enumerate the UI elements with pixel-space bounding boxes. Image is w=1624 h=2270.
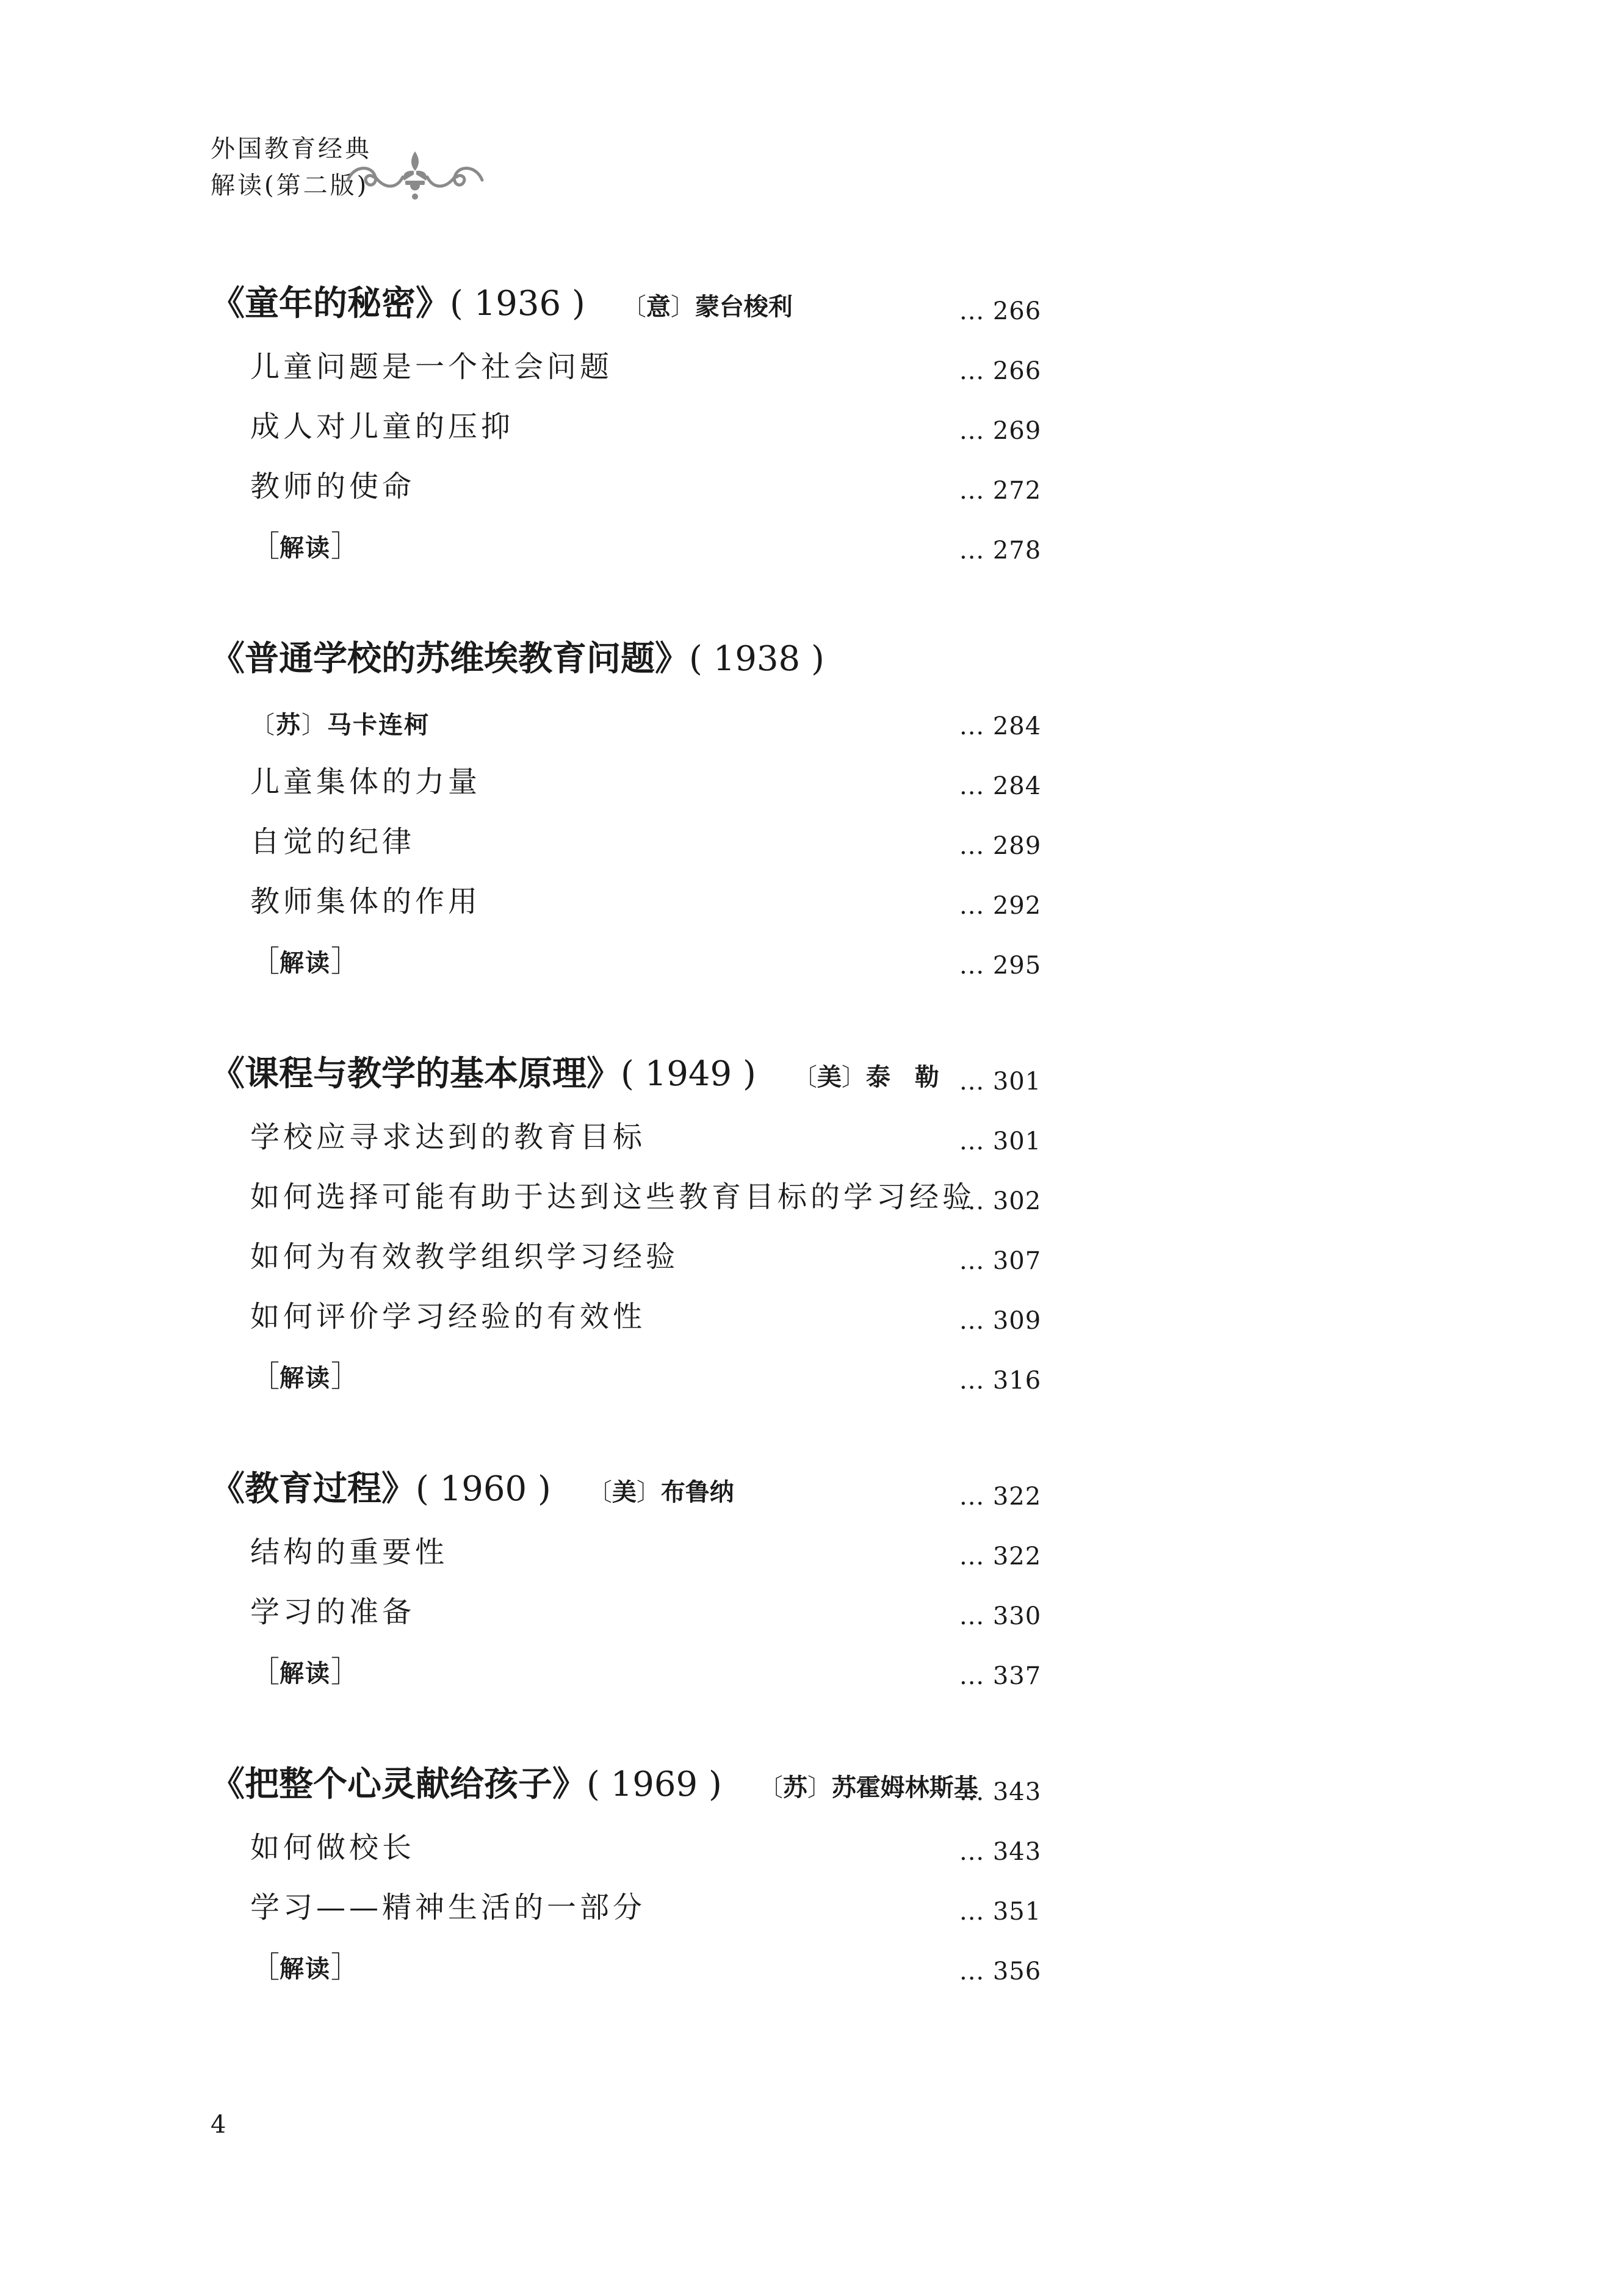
toc-book-line xyxy=(211,1047,939,1096)
toc-section-entry[interactable] xyxy=(211,1583,1042,1644)
author-name: 蒙台梭利 xyxy=(695,292,793,321)
bracket-open: 〔 xyxy=(250,711,276,739)
publication-year: ( 1960 ) xyxy=(416,1469,551,1509)
commentary-label xyxy=(250,938,360,980)
toc-section-entry[interactable] xyxy=(211,872,1042,933)
toc-commentary-entry[interactable] xyxy=(211,1347,1042,1408)
book-title: 《童年的秘密》 xyxy=(211,283,450,324)
book-title: 《普通学校的苏维埃教育问题》 xyxy=(211,638,689,679)
toc-section-entry[interactable] xyxy=(211,457,1042,518)
page-ref: ... 269 xyxy=(959,417,1042,445)
section-title: 成人对儿童的压抑 xyxy=(250,410,514,444)
page-ref: ... 356 xyxy=(959,1957,1042,1986)
page-ref: ... 322 xyxy=(959,1542,1042,1571)
section-title: 如何评价学习经验的有效性 xyxy=(250,1299,646,1334)
bracket-close: 〕 xyxy=(636,1478,661,1506)
toc-section-entry[interactable] xyxy=(211,753,1042,814)
commentary-text: 解读 xyxy=(280,949,331,977)
page-ref: ... 316 xyxy=(959,1367,1042,1395)
commentary-text: 解读 xyxy=(280,1364,331,1392)
toc-book-line xyxy=(211,1462,734,1511)
page-ref: ... 284 xyxy=(959,772,1042,800)
bracket-close: ］ xyxy=(331,1359,361,1393)
page-ref: ... 266 xyxy=(959,297,1042,325)
bracket-open: ［ xyxy=(250,1655,280,1689)
book-title: 《教育过程》 xyxy=(211,1469,416,1509)
book-author xyxy=(793,1063,939,1091)
bracket-close: ］ xyxy=(331,529,361,563)
section-title: 如何为有效教学组织学习经验 xyxy=(250,1240,679,1274)
toc-section-entry[interactable] xyxy=(211,1168,1042,1229)
page-ref: ... 289 xyxy=(959,832,1042,860)
author-name: 布鲁纳 xyxy=(660,1478,734,1506)
publication-year: ( 1969 ) xyxy=(586,1765,722,1804)
book-author xyxy=(588,1478,734,1506)
page-number: 4 xyxy=(211,2111,226,2139)
toc-book-entry[interactable] xyxy=(211,278,1042,339)
commentary-label xyxy=(250,522,360,565)
toc-section-entry[interactable] xyxy=(211,338,1042,399)
author-country: 美 xyxy=(612,1478,637,1506)
page-ref: ... 292 xyxy=(959,892,1042,920)
section-title: 学习——精神生活的一部分 xyxy=(250,1890,646,1925)
book-author xyxy=(622,292,793,321)
toc-commentary-entry[interactable] xyxy=(211,517,1042,578)
toc-book-entry[interactable] xyxy=(211,1759,1042,1820)
section-title: 儿童集体的力量 xyxy=(250,765,482,799)
toc-section-entry[interactable] xyxy=(211,812,1042,873)
page-ref: ... 301 xyxy=(959,1068,1042,1096)
commentary-label xyxy=(250,1648,360,1690)
page-ref: ... 330 xyxy=(959,1602,1042,1630)
page-ref: ... 278 xyxy=(959,537,1042,565)
section-title: 如何做校长 xyxy=(250,1831,416,1865)
page-ref: ... 301 xyxy=(959,1127,1042,1155)
toc-section-entry[interactable] xyxy=(211,1878,1042,1939)
bracket-open: 〔 xyxy=(758,1774,783,1802)
book-title: 《课程与教学的基本原理》 xyxy=(211,1054,621,1094)
section-title: 如何选择可能有助于达到这些教育目标的学习经验 xyxy=(250,1180,976,1214)
publication-year: ( 1938 ) xyxy=(689,639,825,679)
commentary-label xyxy=(250,1353,360,1395)
commentary-text: 解读 xyxy=(280,533,331,562)
author-name: 苏霍姆林斯基 xyxy=(831,1773,978,1802)
section-title: 教师集体的作用 xyxy=(250,884,482,919)
author-country: 意 xyxy=(646,292,671,321)
page-ref: ... 272 xyxy=(959,477,1042,505)
toc-section-entry[interactable] xyxy=(211,1818,1042,1879)
bracket-close: 〕 xyxy=(670,293,695,321)
bracket-close: ］ xyxy=(331,1950,361,1984)
bracket-open: ［ xyxy=(250,1359,280,1393)
bracket-open: 〔 xyxy=(621,293,646,321)
author-name: 马卡连柯 xyxy=(327,710,430,739)
bracket-close: 〕 xyxy=(807,1774,832,1802)
bracket-close: ］ xyxy=(331,944,361,978)
section-title: 教师的使命 xyxy=(250,469,416,504)
toc-book-line xyxy=(211,632,825,681)
page-ref: ... 343 xyxy=(959,1778,1042,1806)
section-title: 自觉的纪律 xyxy=(250,825,416,859)
page-ref: ... 295 xyxy=(959,952,1042,980)
toc-book-entry[interactable] xyxy=(211,1463,1042,1524)
publication-year: ( 1936 ) xyxy=(450,284,585,324)
header-book-title: 外国教育经典 xyxy=(211,135,372,163)
toc-book-entry[interactable] xyxy=(211,1048,1042,1109)
page-ref: ... 284 xyxy=(959,712,1042,740)
author-name: 泰 勒 xyxy=(865,1063,939,1091)
page-ref: ... 337 xyxy=(959,1662,1042,1690)
header-edition: 解读(第二版) xyxy=(211,172,369,200)
toc-commentary-entry[interactable] xyxy=(211,1938,1042,1999)
commentary-label xyxy=(250,1943,360,1986)
toc-section-entry[interactable] xyxy=(211,1227,1042,1289)
page-ref: ... 266 xyxy=(959,357,1042,385)
commentary-text: 解读 xyxy=(280,1659,331,1688)
page-ref: ... 307 xyxy=(959,1247,1042,1275)
decorative-ornament-icon xyxy=(342,146,488,201)
toc-commentary-entry[interactable] xyxy=(211,1643,1042,1704)
bracket-close: 〕 xyxy=(301,711,327,739)
bracket-open: ［ xyxy=(250,944,280,978)
toc-commentary-entry[interactable] xyxy=(211,932,1042,993)
toc-section-entry[interactable] xyxy=(211,1108,1042,1169)
author-country: 苏 xyxy=(276,710,301,739)
toc-section-entry[interactable] xyxy=(211,1523,1042,1584)
page-ref: ... 343 xyxy=(959,1838,1042,1866)
toc-book-line xyxy=(211,277,793,325)
commentary-text: 解读 xyxy=(280,1954,331,1983)
toc-author-entry[interactable] xyxy=(211,693,1042,754)
book-title: 《把整个心灵献给孩子》 xyxy=(211,1764,586,1804)
section-title: 学习的准备 xyxy=(250,1595,416,1629)
page-ref: ... 322 xyxy=(959,1483,1042,1511)
author-country: 美 xyxy=(817,1063,842,1091)
section-title: 儿童问题是一个社会问题 xyxy=(250,350,613,384)
toc-book-line xyxy=(211,1757,978,1806)
bracket-close: ］ xyxy=(331,1655,361,1689)
page-ref: ... 302 xyxy=(959,1187,1042,1215)
toc-book-entry[interactable] xyxy=(211,633,1028,694)
section-title: 结构的重要性 xyxy=(250,1535,449,1569)
page-ref: ... 309 xyxy=(959,1307,1042,1335)
section-title: 学校应寻求达到的教育目标 xyxy=(250,1120,646,1154)
toc-section-entry[interactable] xyxy=(211,1287,1042,1348)
publication-year: ( 1949 ) xyxy=(621,1054,756,1094)
bracket-open: 〔 xyxy=(587,1478,612,1506)
bracket-open: 〔 xyxy=(792,1063,817,1091)
author-line xyxy=(250,706,430,740)
page-ref: ... 351 xyxy=(959,1898,1042,1926)
book-author xyxy=(759,1773,978,1802)
bracket-close: 〕 xyxy=(841,1063,866,1091)
author-country: 苏 xyxy=(782,1773,807,1802)
toc-section-entry[interactable] xyxy=(211,397,1042,458)
bracket-open: ［ xyxy=(250,529,280,563)
bracket-open: ［ xyxy=(250,1950,280,1984)
